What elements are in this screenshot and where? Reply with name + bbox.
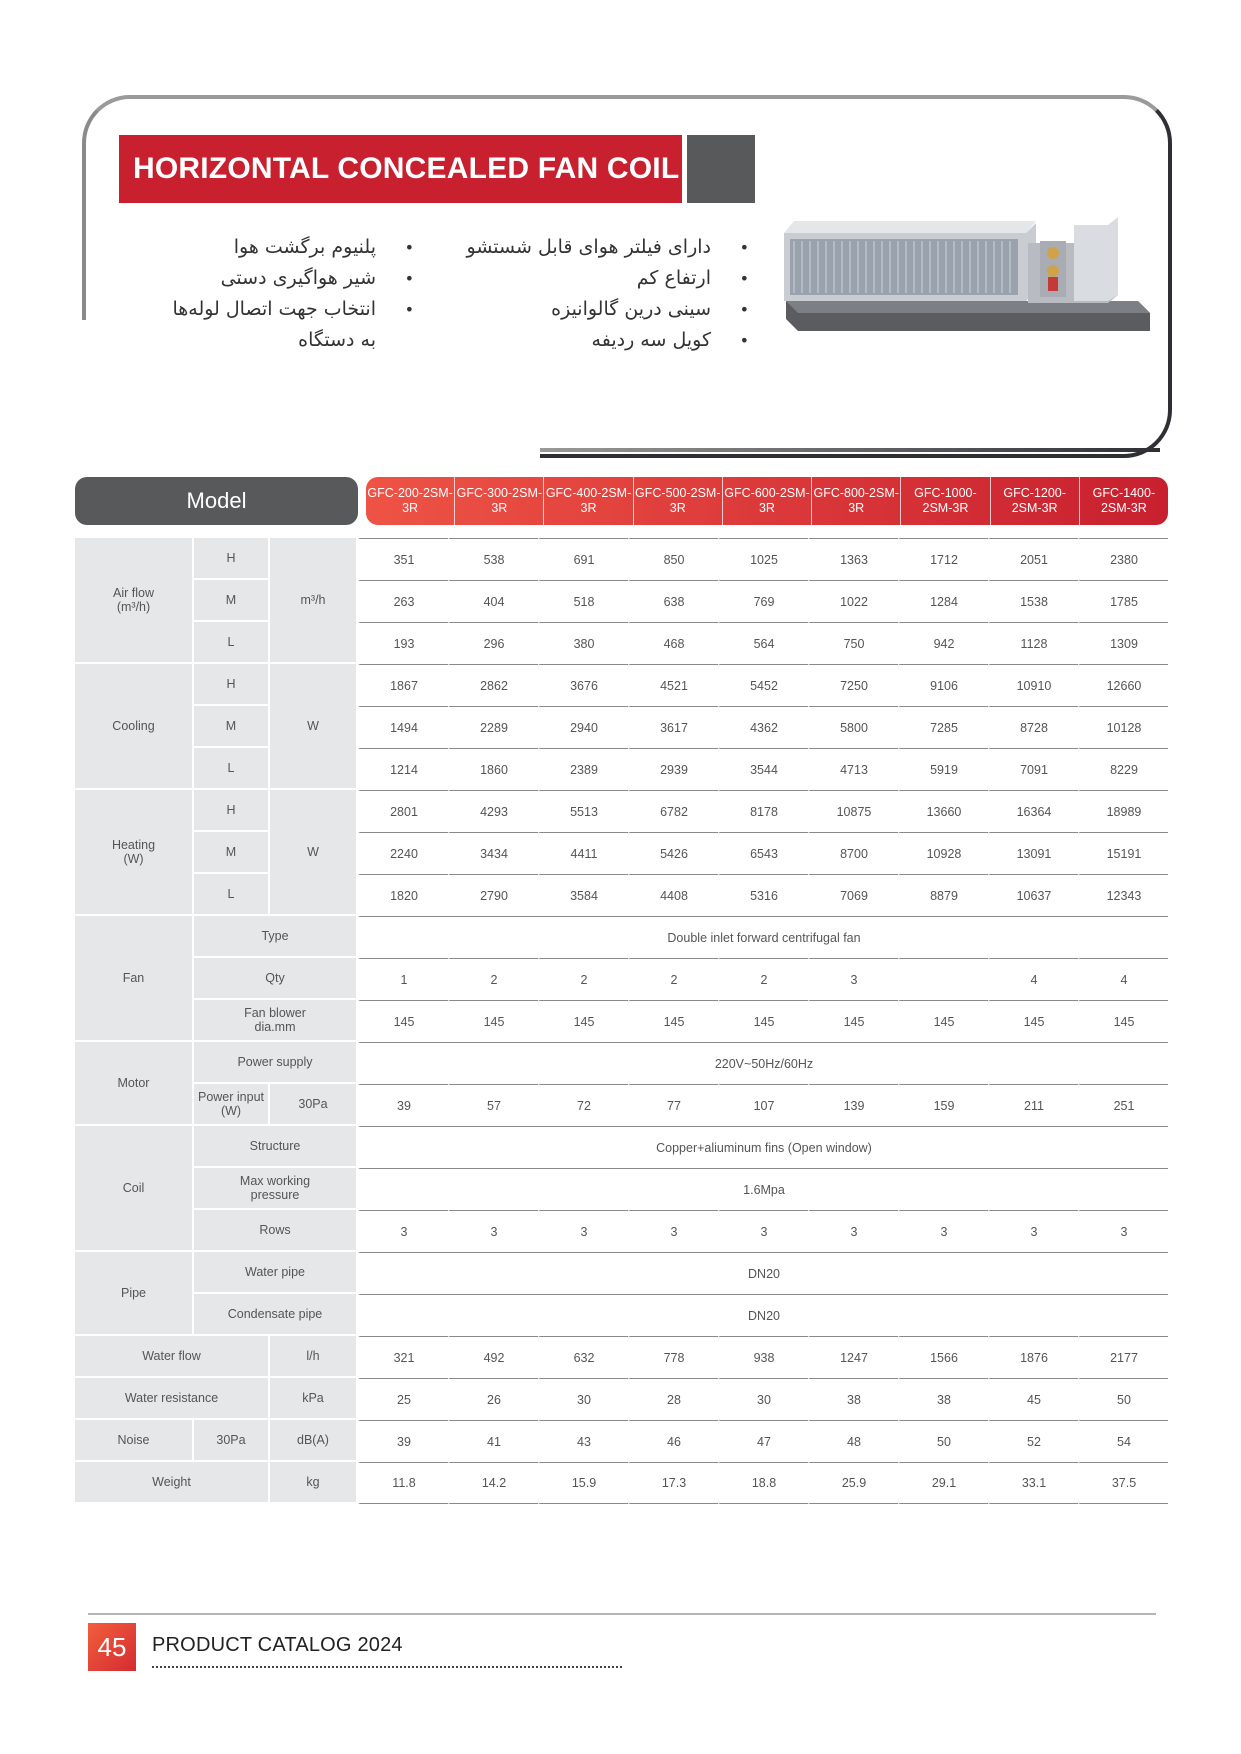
spec-value: 938	[718, 1336, 808, 1378]
spec-value: 12660	[1078, 664, 1168, 706]
model-name: GFC-1400-2SM-3R	[1079, 477, 1168, 525]
spec-value: 39	[358, 1420, 448, 1462]
spec-value: 8229	[1078, 748, 1168, 790]
parameter-label: Water flow	[75, 1336, 270, 1378]
spec-value: 10928	[898, 832, 988, 874]
spec-value: 263	[358, 580, 448, 622]
sub-label: Power supply	[194, 1042, 358, 1084]
spec-value: 4521	[628, 664, 718, 706]
spec-value: 1284	[898, 580, 988, 622]
sub-label: L	[194, 874, 270, 916]
spec-value: 4713	[808, 748, 898, 790]
spec-value: 3	[628, 1210, 718, 1252]
group-label: Heating (W)	[75, 790, 194, 916]
spec-value: 145	[1078, 1000, 1168, 1042]
spec-value: 518	[538, 580, 628, 622]
table-row	[75, 1336, 1168, 1378]
spec-value: 3	[538, 1210, 628, 1252]
spec-value: 46	[628, 1420, 718, 1462]
table-row	[75, 706, 1168, 748]
spec-value: 54	[1078, 1420, 1168, 1462]
footer-dotted-rule	[152, 1666, 622, 1668]
spec-value: 72	[538, 1084, 628, 1126]
spec-value: 107	[718, 1084, 808, 1126]
unit-label: m³/h	[270, 538, 358, 664]
spec-value: 50	[1078, 1378, 1168, 1420]
page-number: 45	[88, 1623, 136, 1671]
sub-label: Water pipe	[194, 1252, 358, 1294]
unit-label: kg	[270, 1462, 358, 1504]
spec-value: 17.3	[628, 1462, 718, 1504]
spec-value: 145	[538, 1000, 628, 1042]
spec-value: 1022	[808, 580, 898, 622]
spec-value: 296	[448, 622, 538, 664]
footer-divider	[88, 1613, 1156, 1615]
spec-value: 211	[988, 1084, 1078, 1126]
spec-value: 145	[628, 1000, 718, 1042]
spec-value: 10875	[808, 790, 898, 832]
unit-label: W	[270, 664, 358, 790]
spec-value: 220V~50Hz/60Hz	[358, 1042, 1168, 1084]
sub-label: Power input (W)	[194, 1084, 270, 1126]
sub-label: M	[194, 580, 270, 622]
sub-label: M	[194, 706, 270, 748]
table-row	[75, 832, 1168, 874]
spec-value: Copper+aliuminum fins (Open window)	[358, 1126, 1168, 1168]
spec-value: 1309	[1078, 622, 1168, 664]
spec-value: 8700	[808, 832, 898, 874]
group-label: Pipe	[75, 1252, 194, 1336]
spec-value: 52	[988, 1420, 1078, 1462]
spec-value: 3584	[538, 874, 628, 916]
spec-value: 7091	[988, 748, 1078, 790]
spec-value: 351	[358, 538, 448, 580]
spec-value: 638	[628, 580, 718, 622]
unit-label: 30Pa	[270, 1084, 358, 1126]
sub-label: Max working pressure	[194, 1168, 358, 1210]
catalog-label: PRODUCT CATALOG 2024	[152, 1634, 403, 1656]
spec-value: 30	[718, 1378, 808, 1420]
group-label: Motor	[75, 1042, 194, 1126]
spec-value: 778	[628, 1336, 718, 1378]
spec-value: 139	[808, 1084, 898, 1126]
spec-value: 5426	[628, 832, 718, 874]
spec-value: 2	[718, 958, 808, 1000]
spec-value: 145	[358, 1000, 448, 1042]
spec-value: 29.1	[898, 1462, 988, 1504]
table-row	[75, 748, 1168, 790]
spec-value: 1785	[1078, 580, 1168, 622]
spec-value: 1128	[988, 622, 1078, 664]
table-row	[75, 1000, 1168, 1042]
table-row	[75, 1378, 1168, 1420]
spec-value: 5800	[808, 706, 898, 748]
spec-value: 468	[628, 622, 718, 664]
spec-value: 57	[448, 1084, 538, 1126]
table-row	[75, 1252, 1168, 1294]
spec-value: 691	[538, 538, 628, 580]
spec-value: 13091	[988, 832, 1078, 874]
group-label: Air flow (m³/h)	[75, 538, 194, 664]
spec-value: 2051	[988, 538, 1078, 580]
spec-value: 145	[718, 1000, 808, 1042]
spec-value: 750	[808, 622, 898, 664]
spec-value: 2	[448, 958, 538, 1000]
table-row	[75, 1420, 1168, 1462]
spec-value: 47	[718, 1420, 808, 1462]
spec-value: 7250	[808, 664, 898, 706]
spec-value: 3	[808, 958, 898, 1000]
table-row	[75, 1462, 1168, 1504]
spec-value: 2939	[628, 748, 718, 790]
spec-value: 1363	[808, 538, 898, 580]
model-name: GFC-600-2SM-3R	[722, 477, 811, 525]
spec-value: 45	[988, 1378, 1078, 1420]
spec-value: 8879	[898, 874, 988, 916]
spec-value: 37.5	[1078, 1462, 1168, 1504]
fan-coil-unit-image	[778, 213, 1150, 333]
parameter-label: Weight	[75, 1462, 270, 1504]
spec-value: 2801	[358, 790, 448, 832]
spec-value: 18.8	[718, 1462, 808, 1504]
spec-value: 1538	[988, 580, 1078, 622]
spec-value: 1025	[718, 538, 808, 580]
table-row	[75, 1294, 1168, 1336]
spec-value: 321	[358, 1336, 448, 1378]
spec-value: 16364	[988, 790, 1078, 832]
spec-value: 850	[628, 538, 718, 580]
unit-label: l/h	[270, 1336, 358, 1378]
spec-value: 632	[538, 1336, 628, 1378]
group-label: Fan	[75, 916, 194, 1042]
spec-value: 145	[898, 1000, 988, 1042]
spec-value: 2289	[448, 706, 538, 748]
spec-value: 12343	[1078, 874, 1168, 916]
spec-value: 2380	[1078, 538, 1168, 580]
spec-value: 193	[358, 622, 448, 664]
spec-value: 11.8	[358, 1462, 448, 1504]
model-name: GFC-200-2SM-3R	[367, 486, 453, 515]
table-row	[75, 580, 1168, 622]
feature-item: • شیر هواگیری دستی	[154, 263, 414, 294]
spec-value: 3434	[448, 832, 538, 874]
spec-value: Double inlet forward centrifugal fan	[358, 916, 1168, 958]
spec-value: 41	[448, 1420, 538, 1462]
spec-table	[75, 538, 1168, 1504]
sub-label: H	[194, 790, 270, 832]
page-title: HORIZONTAL CONCEALED FAN COIL	[119, 135, 682, 203]
spec-value: 4	[1078, 958, 1168, 1000]
spec-value: 7069	[808, 874, 898, 916]
spec-value: 2	[538, 958, 628, 1000]
spec-value: 1247	[808, 1336, 898, 1378]
unit-label: dB(A)	[270, 1420, 358, 1462]
spec-value: 48	[808, 1420, 898, 1462]
spec-value: 13660	[898, 790, 988, 832]
spec-value: 33.1	[988, 1462, 1078, 1504]
feature-item: • پلنیوم برگشت هوا	[154, 232, 414, 263]
spec-value: 4	[988, 958, 1078, 1000]
spec-value: 404	[448, 580, 538, 622]
spec-value: 769	[718, 580, 808, 622]
group-label: Noise	[75, 1420, 194, 1462]
spec-value: 3676	[538, 664, 628, 706]
spec-value: 3617	[628, 706, 718, 748]
model-name: GFC-1000-2SM-3R	[900, 477, 989, 525]
group-label: Coil	[75, 1126, 194, 1252]
spec-value: 15.9	[538, 1462, 628, 1504]
table-row	[75, 790, 1168, 832]
table-row	[75, 664, 1168, 706]
spec-value: 50	[898, 1420, 988, 1462]
spec-value: 1	[358, 958, 448, 1000]
spec-value: 4362	[718, 706, 808, 748]
spec-value: 39	[358, 1084, 448, 1126]
spec-value: 3	[988, 1210, 1078, 1252]
spec-value: 10128	[1078, 706, 1168, 748]
spec-value: 6782	[628, 790, 718, 832]
feature-item: • دارای فیلتر هوای قابل شستشو	[419, 232, 749, 263]
spec-value: 251	[1078, 1084, 1168, 1126]
spec-value: 30	[538, 1378, 628, 1420]
feature-item: • کویل سه ردیفه	[419, 325, 749, 356]
spec-value: 538	[448, 538, 538, 580]
spec-value: 5452	[718, 664, 808, 706]
sub-label: L	[194, 622, 270, 664]
spec-value: 492	[448, 1336, 538, 1378]
spec-value: DN20	[358, 1294, 1168, 1336]
model-header-row	[366, 477, 1168, 525]
title-accent-block	[687, 135, 755, 203]
spec-value: 942	[898, 622, 988, 664]
spec-value: 38	[898, 1378, 988, 1420]
model-name: GFC-500-2SM-3R	[633, 477, 722, 525]
spec-value: 77	[628, 1084, 718, 1126]
feature-list-primary	[419, 232, 749, 356]
spec-value: 5919	[898, 748, 988, 790]
spec-value: 145	[808, 1000, 898, 1042]
spec-value: 28	[628, 1378, 718, 1420]
spec-value: 10910	[988, 664, 1078, 706]
spec-value: 26	[448, 1378, 538, 1420]
spec-value: 43	[538, 1420, 628, 1462]
sub-label: Type	[194, 916, 358, 958]
spec-value: 3	[448, 1210, 538, 1252]
feature-item: • انتخاب جهت اتصال لوله‌ها به دستگاه	[154, 294, 414, 356]
spec-value: 4293	[448, 790, 538, 832]
spec-value: 1566	[898, 1336, 988, 1378]
unit-label: kPa	[270, 1378, 358, 1420]
table-row	[75, 958, 1168, 1000]
spec-value: 8178	[718, 790, 808, 832]
spec-value: 3	[358, 1210, 448, 1252]
spec-value: 3544	[718, 748, 808, 790]
feature-item: • سینی درین گالوانیزه	[419, 294, 749, 325]
frame-gap	[70, 435, 540, 465]
spec-value: 1860	[448, 748, 538, 790]
spec-value: 14.2	[448, 1462, 538, 1504]
sub-label: 30Pa	[194, 1420, 270, 1462]
spec-value: 145	[988, 1000, 1078, 1042]
model-name: GFC-400-2SM-3R	[543, 477, 632, 525]
model-name: GFC-800-2SM-3R	[811, 477, 900, 525]
spec-value: 5513	[538, 790, 628, 832]
frame-underline	[540, 448, 1160, 452]
unit-label: W	[270, 790, 358, 916]
model-name: GFC-300-2SM-3R	[454, 477, 543, 525]
spec-value: 2790	[448, 874, 538, 916]
table-row	[75, 1042, 1168, 1084]
spec-value: 15191	[1078, 832, 1168, 874]
spec-value	[898, 958, 988, 1000]
spec-value: 1820	[358, 874, 448, 916]
spec-value: 6543	[718, 832, 808, 874]
sub-label: M	[194, 832, 270, 874]
parameter-label: Water resistance	[75, 1378, 270, 1420]
spec-value: 380	[538, 622, 628, 664]
spec-value: 1876	[988, 1336, 1078, 1378]
spec-value: 4408	[628, 874, 718, 916]
feature-item: • ارتفاع کم	[419, 263, 749, 294]
table-row	[75, 1168, 1168, 1210]
sub-label: L	[194, 748, 270, 790]
feature-list-secondary	[154, 232, 414, 356]
model-header: Model	[75, 477, 358, 525]
table-row	[75, 538, 1168, 580]
spec-value: 2862	[448, 664, 538, 706]
spec-value: 1494	[358, 706, 448, 748]
sub-label: Qty	[194, 958, 358, 1000]
spec-value: 10637	[988, 874, 1078, 916]
spec-value: DN20	[358, 1252, 1168, 1294]
spec-value: 3	[808, 1210, 898, 1252]
table-row	[75, 622, 1168, 664]
spec-value: 1712	[898, 538, 988, 580]
spec-value: 3	[1078, 1210, 1168, 1252]
spec-value: 4411	[538, 832, 628, 874]
spec-value: 159	[898, 1084, 988, 1126]
spec-value: 2389	[538, 748, 628, 790]
table-row	[75, 916, 1168, 958]
sub-label: Fan blower dia.mm	[194, 1000, 358, 1042]
spec-value: 2	[628, 958, 718, 1000]
sub-label: H	[194, 538, 270, 580]
spec-value: 1867	[358, 664, 448, 706]
spec-value: 18989	[1078, 790, 1168, 832]
model-name: GFC-1200-2SM-3R	[990, 477, 1079, 525]
spec-value: 145	[448, 1000, 538, 1042]
spec-value: 2177	[1078, 1336, 1168, 1378]
spec-value: 25.9	[808, 1462, 898, 1504]
spec-value: 1214	[358, 748, 448, 790]
table-row	[75, 1126, 1168, 1168]
spec-value: 2240	[358, 832, 448, 874]
spec-value: 9106	[898, 664, 988, 706]
table-row	[75, 1084, 1168, 1126]
spec-value: 3	[898, 1210, 988, 1252]
spec-value: 7285	[898, 706, 988, 748]
spec-value: 25	[358, 1378, 448, 1420]
spec-value: 564	[718, 622, 808, 664]
sub-label: H	[194, 664, 270, 706]
spec-value: 3	[718, 1210, 808, 1252]
sub-label: Condensate pipe	[194, 1294, 358, 1336]
sub-label: Rows	[194, 1210, 358, 1252]
spec-value: 2940	[538, 706, 628, 748]
table-row	[75, 874, 1168, 916]
table-row	[75, 1210, 1168, 1252]
group-label: Cooling	[75, 664, 194, 790]
sub-label: Structure	[194, 1126, 358, 1168]
spec-value: 38	[808, 1378, 898, 1420]
spec-value: 8728	[988, 706, 1078, 748]
spec-value: 5316	[718, 874, 808, 916]
spec-value: 1.6Mpa	[358, 1168, 1168, 1210]
